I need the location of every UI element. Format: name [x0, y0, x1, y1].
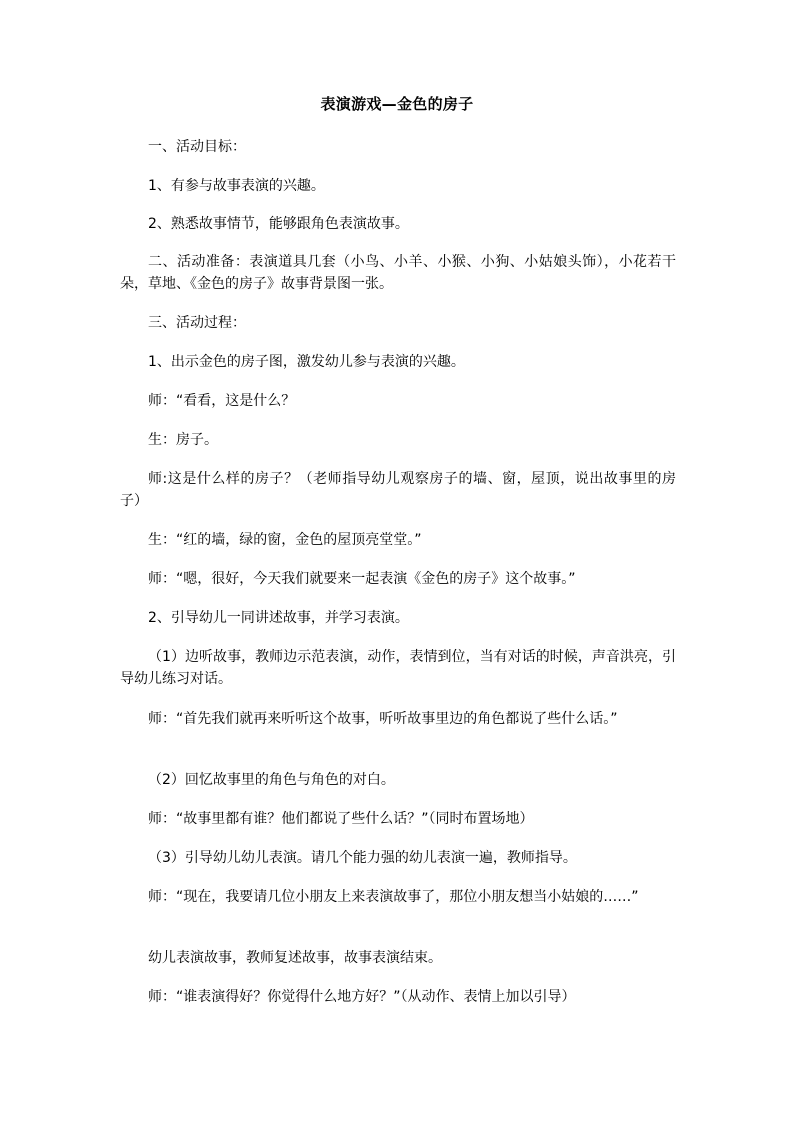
paragraph: 师：“故事里都有谁？他们都说了些什么话？”（同时布置场地）	[148, 811, 534, 827]
section-heading-goals: 一、活动目标：	[148, 139, 246, 155]
paragraph: 2、引导幼儿一同讲述故事，并学习表演。	[148, 610, 409, 626]
paragraph: 生：“红的墙，绿的窗，金色的屋顶亮堂堂。”	[148, 532, 422, 548]
paragraph: （3）引导幼儿幼儿表演。请几个能力强的幼儿表演一遍，教师指导。	[148, 850, 577, 866]
paragraph: 2、熟悉故事情节，能够跟角色表演故事。	[148, 216, 409, 232]
paragraph: 师：“现在，我要请几位小朋友上来表演故事了，那位小朋友想当小姑娘的……”	[148, 889, 639, 905]
paragraph: 师：“首先我们就再来听听这个故事，听听故事里边的角色都说了些什么话。”	[148, 711, 618, 727]
paragraph: 1、出示金色的房子图，激发幼儿参与表演的兴趣。	[148, 354, 465, 370]
document-title: 表演游戏—金色的房子	[320, 95, 474, 113]
paragraph: 二、活动准备：表演道具几套（小鸟、小羊、小猴、小狗、小姑娘头饰），小花若干朵，草地、《金色的房子》故事背景图一张。	[120, 254, 676, 292]
paragraph: 师：“谁表演得好？你觉得什么地方好？”（从动作、表情上加以引导）	[148, 989, 576, 1005]
paragraph: 师：“嗯，很好，今天我们就要来一起表演《金色的房子》这个故事。”	[148, 571, 576, 587]
paragraph: 师：“看看，这是什么？	[148, 393, 296, 409]
paragraph: 幼儿表演故事，教师复述故事，故事表演结束。	[148, 950, 442, 966]
paragraph: 生：房子。	[148, 432, 218, 448]
paragraph: （2）回忆故事里的角色与角色的对白。	[148, 772, 395, 788]
section-heading-process: 三、活动过程：	[148, 315, 246, 331]
paragraph: 1、有参与故事表演的兴趣。	[148, 178, 325, 194]
paragraph: （1）边听故事，教师边示范表演，动作，表情到位，当有对话的时候，声音洪亮，引导幼儿练习对话。	[120, 649, 676, 687]
paragraph: 师:这是什么样的房子？（老师指导幼儿观察房子的墙、窗，屋顶，说出故事里的房子）	[120, 471, 676, 509]
